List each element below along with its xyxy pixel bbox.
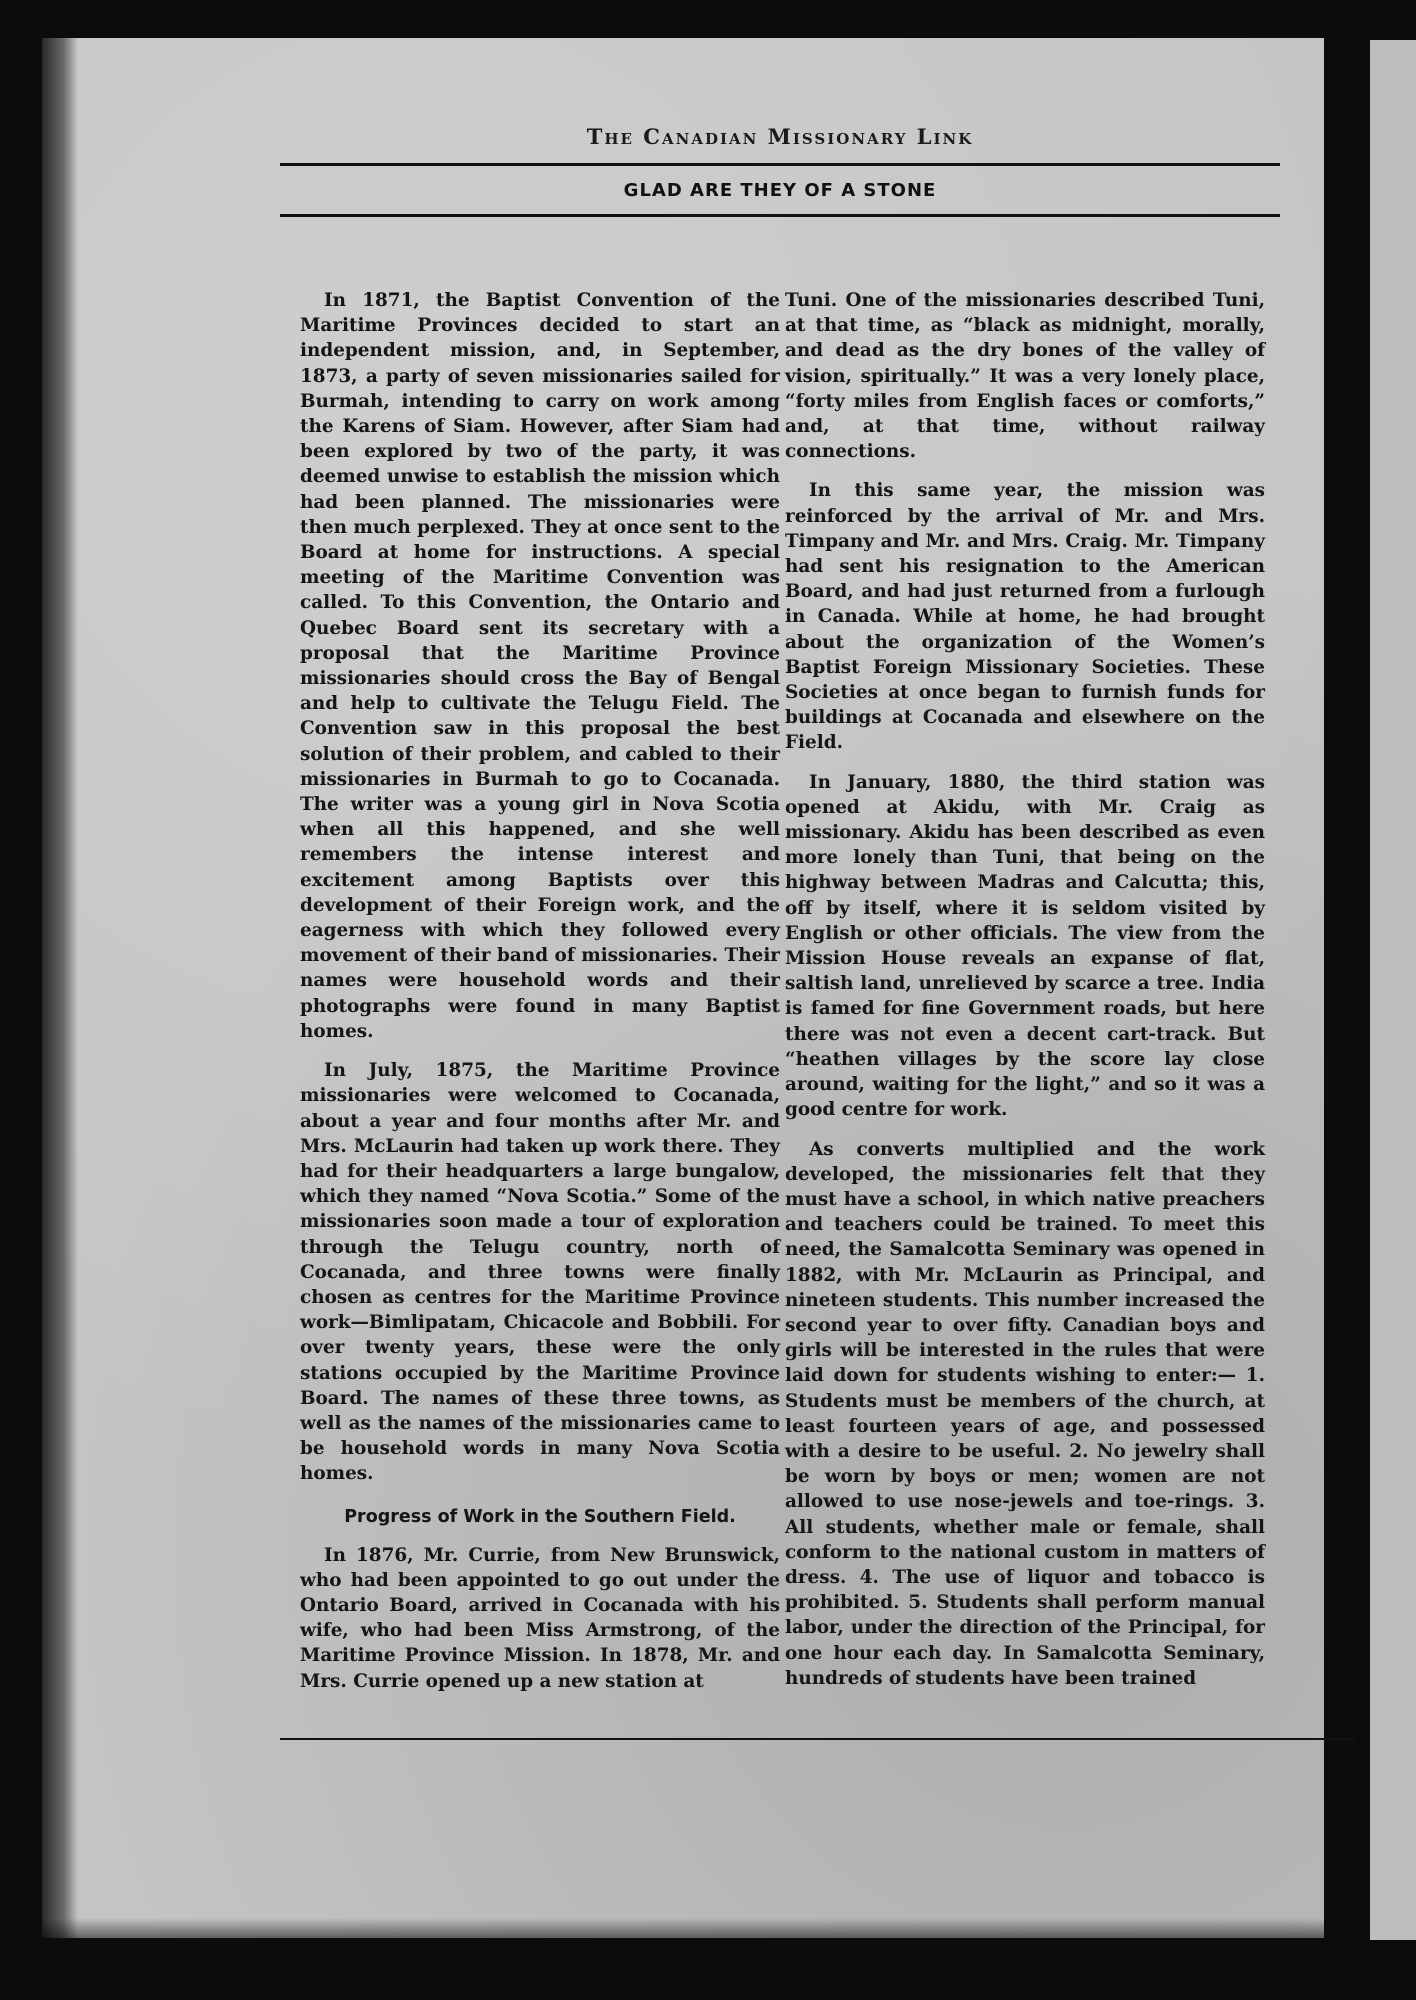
scan-line-artifact [280, 1738, 1356, 1740]
page-bottom-shade [42, 1918, 1324, 1938]
paragraph: As converts multiplied and the work developed, the missionaries felt that they must have a school, in which native preachers and teachers could be trained. To meet this need, the Samalcotta Seminary was opened in 1882, with Mr. McLaurin as Principal, and nineteen students. This number increased the second year to over fifty. Canadian boys and girls will be interested in the rules that were laid down for students wishing to enter:— 1. Students must be members of the church, at least fourteen years of age, and possessed with a desire to be useful. 2. No jewelry shall be worn by boys or men; women are not allowed to use nose-jewels and toe-rings. 3. All students, whether male or female, shall conform to the national custom in matters of dress. 4. The use of liquor and tobacco is prohibited. 5. Students shall perform manual labor, under the direction of the Principal, for one hour each day. In Samalcotta Seminary, hundreds of students have been trained [785, 1138, 1265, 1689]
adjacent-page-edge [1356, 0, 1416, 2000]
text-column-right [785, 288, 1265, 1705]
page-binding-shadow [42, 38, 78, 1938]
paragraph: In 1876, Mr. Currie, from New Brunswick, who had been appointed to go out under the Ontario Board, arrived in Cocanada with his wife, who had been Miss Armstrong, of the Maritime Province Mission. In 1878, Mr. and Mrs. Currie opened up a new station at [300, 1544, 780, 1692]
paragraph: In 1871, the Baptist Convention of the Maritime Provinces decided to start an independent mission, and, in September, 1873, a party of seven missionaries sailed for Burmah, intending to carry on work among the Karens of Siam. However, after Siam had been explored by two of the party, it was deemed unwise to establish the mission which had been planned. The missionaries were then much perplexed. They at once sent to the Board at home for instructions. A special meeting of the Maritime Convention was called. To this Convention, the Ontario and Quebec Board sent its secretary with a proposal that the Maritime Province missionaries should cross the Bay of Bengal and help to cultivate the Telugu Field. The Convention saw in this proposal the best solution of their problem, and cabled to their missionaries in Burmah to go to Cocanada. The writer was a young girl in Nova Scotia when all this happened, and she well remembers the intense interest and excitement among Baptists over this development of their Foreign work, and the eagerness with which they followed every movement of their band of missionaries. Their names were household words and their photographs were found in many Baptist homes. [300, 290, 780, 1042]
article-title: GLAD ARE THEY OF A STONE [623, 180, 937, 201]
section-heading: Progress of Work in the Southern Field. [344, 1506, 736, 1527]
text-column-left [300, 288, 780, 1708]
paragraph: In this same year, the mission was reinforced by the arrival of Mr. and Mrs. Timpany and Mr. and Mrs. Craig. Mr. Timpany had sent his resignation to the American Board, and had just returned from a furlough in Canada. While at home, he had brought about the organization of the Women’s Baptist Foreign Missionary Societies. These Societies at once began to furnish funds for buildings at Cocanada and elsewhere on the Field. [785, 480, 1265, 754]
paragraph: Tuni. One of the missionaries described Tuni, at that time, as “black as midnight, morally, and dead as the dry bones of the valley of vision, spiritually.” It was a very lonely place, “forty miles from English faces or comforts,” and, at that time, without railway connections. [785, 290, 1265, 463]
header-rule-bottom [280, 214, 1280, 217]
paragraph: In July, 1875, the Maritime Province missionaries were welcomed to Cocanada, about a year and four months after Mr. and Mrs. McLaurin had taken up work there. They had for their headquarters a large bungalow, which they named “Nova Scotia.” Some of the missionaries soon made a tour of exploration through the Telugu country, north of Cocanada, and three towns were finally chosen as centres for the Maritime Province work—Bimlipatam, Chicacole and Bobbili. For over twenty years, these were the only stations occupied by the Maritime Province Board. The names of these three towns, as well as the names of the missionaries came to be household words in many Nova Scotia homes. [300, 1060, 780, 1485]
adjacent-page-strip [1370, 40, 1416, 1940]
running-header: The Canadian Missionary Link [586, 124, 974, 149]
paragraph: In January, 1880, the third station was opened at Akidu, with Mr. Craig as missionary. Akidu has been described as even more lonely than Tuni, that being on the highway between Madras and Calcutta; this, off by itself, where it is seldom visited by English or other officials. The view from the Mission House reveals an expanse of flat, saltish land, unrelieved by scarce a tree. India is famed for fine Government roads, but here there was not even a decent cart-track. But “heathen villages by the score lay close around, waiting for the light,” and so it was a good centre for work. [785, 771, 1265, 1121]
header-rule-top [280, 163, 1280, 166]
